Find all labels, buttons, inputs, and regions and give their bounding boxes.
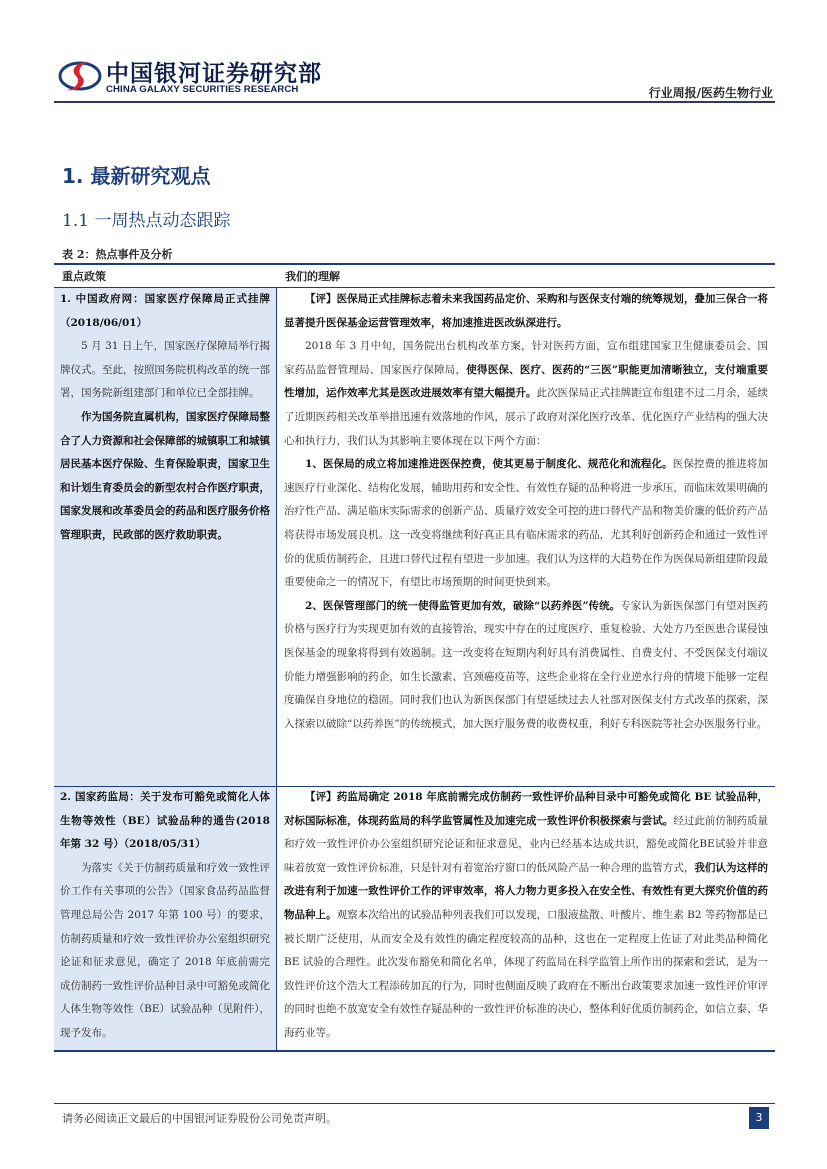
hot-events-table bbox=[54, 263, 775, 1055]
row2-comment-text-2: 观察本次给出的试验品种列表我们可以发现，口服液盐散、叶酸片、维生素 B2 等药物都是已被长期广泛使用，从而安全及有效性的确定程度较高的品种，这也在一定程度上佐证了对此类品种简化 BE 试验的合理性。此次发布豁免和简化名单，体现了药监局在科学监管上所作出的探索和尝试，是为一致性评价这个浩大工程添砖加瓦的行为，同时也侧面反映了政府在不断出台政策要求加速一致性评价审评的同时也绝不放宽安全有效性存疑品种的一致性评价标准的决心，整体利好优质仿制药企，如信立泰、华海药业等。 bbox=[284, 908, 768, 1039]
column-header-policy: 重点政策 bbox=[62, 270, 106, 283]
row2-comment-lead: 【评】药监局确定 2018 年底前需完成仿制药一致性评价品种目录中可豁免或简化 BE 试验品种，对标国际标准，体现药监局的科学监管属性及加速完成一致性评价积极探索与尝试。 bbox=[284, 791, 768, 827]
footer-disclaimer: 请务必阅读正文最后的中国银河证券股份公司免责声明。 bbox=[62, 1112, 337, 1125]
logo-chinese-name: 中国银河证券研究部 bbox=[106, 61, 322, 87]
galaxy-logo-icon bbox=[58, 56, 102, 96]
row2-analysis-cell bbox=[284, 786, 768, 1046]
table-bottom-rule bbox=[54, 1050, 775, 1052]
row1-background-text-2: 此次医保局正式挂牌距宣布组建不过二月余，延续了近期医药相关改革举措迅速有效落地的作风，展示了政府对深化医疗改革、优化医疗产业结构的强大决心和执行力，我们认为其影响主要体现在以下两个方面： bbox=[284, 387, 769, 447]
row1-point-1-text: 医保控费的推进将加速医疗行业深化、结构化发展，辅助用药和安全性、有效性存疑的品种将进一步承压，而临床效果明确的治疗性产品、满足临床实际需求的创新产品、质量疗效安全可控的进口替代产品和物美价廉的低价药产品将获得市场发展良机。这一改变将继续利好真正具有临床需求的药品，尤其利好创新药企和通过一致性评价的优质仿制药企，且进口替代过程有望进一步加速。我们认为这样的大趋势在作为医保局新组建阶段最重要使命之一的情况下，有望比市场预期的时间更快到来。 bbox=[284, 458, 768, 589]
row1-background-highlight: 使得医保、医疗、医药的“三医”职能更加清晰独立，支付端重要性增加，运作效率尤其是医改进展效率有望大幅提升。 bbox=[284, 363, 769, 400]
row2-comment-highlight: 我们认为这样的改进有利于加速一致性评价工作的评审效率，将人力物力更多投入在安全性、有效性有更大探究价值的药物品种上。 bbox=[284, 861, 769, 921]
row1-paragraph-background bbox=[284, 335, 768, 453]
row1-comment: 【评】医保局正式挂牌标志着未来我国药品定价、采购和与医保支付端的统筹规划，叠加三保合一将显著提升医保基金运营管理效率，将加速推进医改纵深进行。 bbox=[284, 293, 768, 329]
row2-policy-cell bbox=[60, 786, 270, 1046]
column-divider bbox=[276, 288, 277, 1050]
section-heading: 1. 最新研究观点 bbox=[62, 164, 211, 188]
row2-policy-title: 2. 国家药监局：关于发布可豁免或简化人体生物等效性（BE）试验品种的通告(2018 年第 32 号）（2018/05/31） bbox=[60, 791, 270, 851]
logo-english-name: CHINA GALAXY SECURITIES RESEARCH bbox=[106, 84, 299, 95]
report-category: 行业周报/医药生物行业 bbox=[648, 86, 773, 100]
row1-policy-highlight: 作为国务院直属机构，国家医疗保障局整合了人力资源和社会保障部的城镇职工和城镇居民基本医疗保险、生育保险职责，国家卫生和计划生育委员会的新型农村合作医疗职责，国家发展和改革委员会的药品和医疗服务价格管理职责，民政部的医疗救助职责。 bbox=[60, 410, 270, 541]
row1-point-1 bbox=[284, 453, 768, 595]
row2-comment bbox=[284, 786, 768, 1046]
subsection-heading: 1.1 一周热点动态跟踪 bbox=[62, 211, 231, 231]
row1-point-1-lead: 1、医保局的成立将加速推进医保控费，使其更易于制度化、规范化和流程化。 bbox=[305, 458, 673, 471]
page-number: 3 bbox=[749, 1107, 769, 1129]
footer-divider bbox=[54, 1103, 775, 1104]
row2-comment-text: 经过此前仿制药质量和疗效一致性评价办公室组织研究论证和征求意见，业内已经基本达成共识，豁免或简化BE试验并非意味着放宽一致性评价标准，只是针对有着宽治疗窗口的低风险产品一种合理的监管方式， bbox=[284, 814, 769, 874]
row1-background-text: 2018 年 3 月中旬，国务院出台机构改革方案，针对医药方面，宣布组建国家卫生健康委员会、国家药品监督管理局、国家医疗保障局， bbox=[284, 340, 768, 376]
row1-policy-text: 5 月 31 日上午，国家医疗保障局举行揭牌仪式。至此，按照国务院机构改革的统一部署，国务院新组建部门和单位已全部挂牌。 bbox=[60, 340, 270, 400]
row1-policy-cell bbox=[60, 288, 270, 548]
column-header-understanding: 我们的理解 bbox=[285, 270, 340, 283]
row1-point-2 bbox=[284, 595, 768, 737]
table-caption: 表 2：热点事件及分析 bbox=[62, 248, 173, 261]
header-divider bbox=[54, 101, 775, 103]
row1-point-2-lead: 2、医保管理部门的统一使得监管更加有效，破除“以药养医”传统。 bbox=[305, 599, 621, 612]
row2-policy-text: 为落实《关于仿制药质量和疗效一致性评价工作有关事项的公告》（国家食品药品监督管理总局公告 2017 年第 100 号）的要求，仿制药质量和疗效一致性评价办公室组织研究论证和征求意见，确定了 2018 年底前需完成仿制药一致性评价品种目录中可豁免或简化人体生物等效性（BE）试验品种（见附件），现予发布。 bbox=[60, 861, 270, 1039]
table-top-rule bbox=[54, 263, 775, 265]
row1-point-2-text: 专家认为新医保部门有望对医药价格与医疗行为实现更加有效的直接管治，现实中存在的过度医疗、重复检验、大处方乃至医患合谋侵蚀医保基金的现象将得到有效遏制。这一改变将在短期内利好具有消费属性、自费支付、不受医保支付端议价能力增强影响的药企，如生长激素、宫颈癌疫苗等，这些企业将在全行业逆水行舟的情境下能够一定程度确保自身地位的稳固。同时我们也认为新医保部门有望延续过去人社部对医保支付方式改革的探索，深入探索以破除“以药养医”的传统模式，加大医疗服务费的收费权重，利好专科医院等社会办医服务行业。 bbox=[284, 599, 769, 730]
row1-analysis-cell bbox=[284, 288, 768, 736]
row1-policy-title: 1. 中国政府网：国家医疗保障局正式挂牌（2018/06/01） bbox=[60, 293, 270, 329]
